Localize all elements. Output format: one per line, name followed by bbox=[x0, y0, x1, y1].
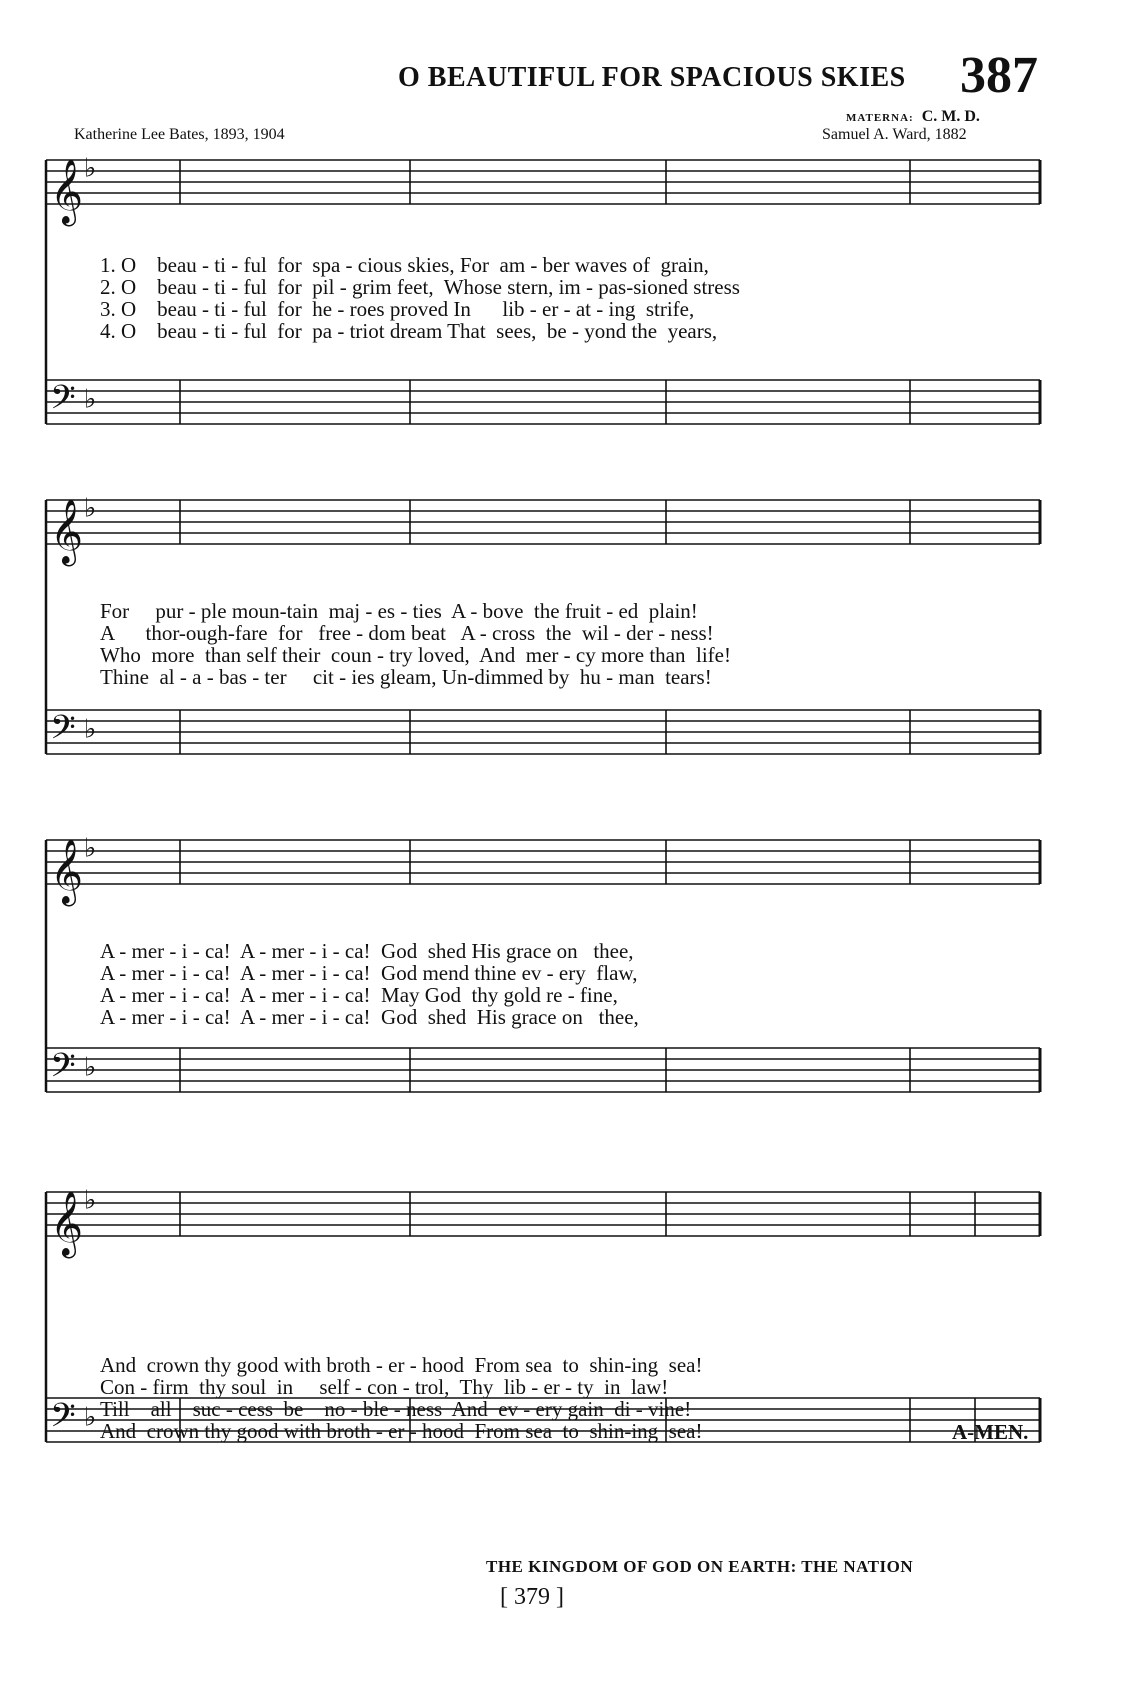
lyric-line: For pur - ple moun-tain maj - es - ties A - bove the fruit - ed plain! bbox=[100, 599, 698, 623]
hymn-number: 387 bbox=[960, 47, 1038, 104]
lyric-line: And crown thy good with broth - er - hood From sea to shin-ing sea! bbox=[100, 1353, 703, 1377]
page-number: [ 379 ] bbox=[500, 1584, 564, 1610]
meter: C. M. D. bbox=[921, 108, 980, 125]
key-signature-flat-icon: ♭ bbox=[84, 833, 97, 864]
key-signature-flat-icon: ♭ bbox=[84, 153, 97, 184]
key-signature-flat-icon: ♭ bbox=[84, 1052, 97, 1083]
lyric-line: Who more than self their coun - try loved, And mer - cy more than life! bbox=[100, 643, 731, 667]
bass-clef-icon: 𝄢 bbox=[50, 1047, 76, 1093]
lyric-line: A - mer - i - ca! A - mer - i - ca! May God thy gold re - fine, bbox=[100, 983, 618, 1007]
lyric-line: A - mer - i - ca! A - mer - i - ca! God shed His grace on thee, bbox=[100, 939, 634, 963]
key-signature-flat-icon: ♭ bbox=[84, 1185, 97, 1216]
lyric-line: Thine al - a - bas - ter cit - ies gleam, Un-dimmed by hu - man tears! bbox=[100, 665, 712, 689]
section-heading: THE KINGDOM OF GOD ON EARTH: THE NATION bbox=[486, 1557, 914, 1576]
key-signature-flat-icon: ♭ bbox=[84, 384, 97, 415]
author-credit: Katherine Lee Bates, 1893, 1904 bbox=[74, 126, 285, 143]
bass-clef-icon: 𝄢 bbox=[50, 709, 76, 755]
bass-clef-icon: 𝄢 bbox=[50, 1397, 76, 1443]
lyric-line: A thor-ough-fare for free - dom beat A - cross the wil - der - ness! bbox=[100, 621, 714, 645]
key-signature-flat-icon: ♭ bbox=[84, 1402, 97, 1433]
treble-clef-icon: 𝄞 bbox=[50, 1191, 84, 1256]
treble-clef-icon: 𝄞 bbox=[50, 499, 84, 564]
lyric-line: Con - firm thy soul in self - con - trol, Thy lib - er - ty in law! bbox=[100, 1375, 669, 1399]
key-signature-flat-icon: ♭ bbox=[84, 714, 97, 745]
treble-clef-icon: 𝄞 bbox=[50, 159, 84, 224]
tune-label: MATERNA: bbox=[846, 112, 914, 124]
key-signature-flat-icon: ♭ bbox=[84, 493, 97, 524]
lyric-line: And crown thy good with broth - er - hood From sea to shin-ing sea! bbox=[100, 1419, 703, 1443]
lyric-line: 1. O beau - ti - ful for spa - cious skies, For am - ber waves of grain, bbox=[100, 253, 709, 277]
hymn-title: O BEAUTIFUL FOR SPACIOUS SKIES bbox=[398, 62, 906, 93]
lyric-line: 3. O beau - ti - ful for he - roes proved In lib - er - at - ing strife, bbox=[100, 297, 695, 321]
lyric-line: 4. O beau - ti - ful for pa - triot dream That sees, be - yond the years, bbox=[100, 319, 718, 343]
composer-credit: Samuel A. Ward, 1882 bbox=[822, 126, 967, 143]
lyric-line: 2. O beau - ti - ful for pil - grim feet, Whose stern, im - pas-sioned stress bbox=[100, 275, 740, 299]
bass-clef-icon: 𝄢 bbox=[50, 379, 76, 425]
lyric-line: Till all suc - cess be no - ble - ness And ev - ery gain di - vine! bbox=[100, 1397, 692, 1421]
amen-text: A-MEN. bbox=[952, 1420, 1029, 1444]
treble-clef-icon: 𝄞 bbox=[50, 839, 84, 904]
lyric-line: A - mer - i - ca! A - mer - i - ca! God mend thine ev - ery flaw, bbox=[100, 961, 638, 985]
lyric-line: A - mer - i - ca! A - mer - i - ca! God shed His grace on thee, bbox=[100, 1005, 639, 1029]
